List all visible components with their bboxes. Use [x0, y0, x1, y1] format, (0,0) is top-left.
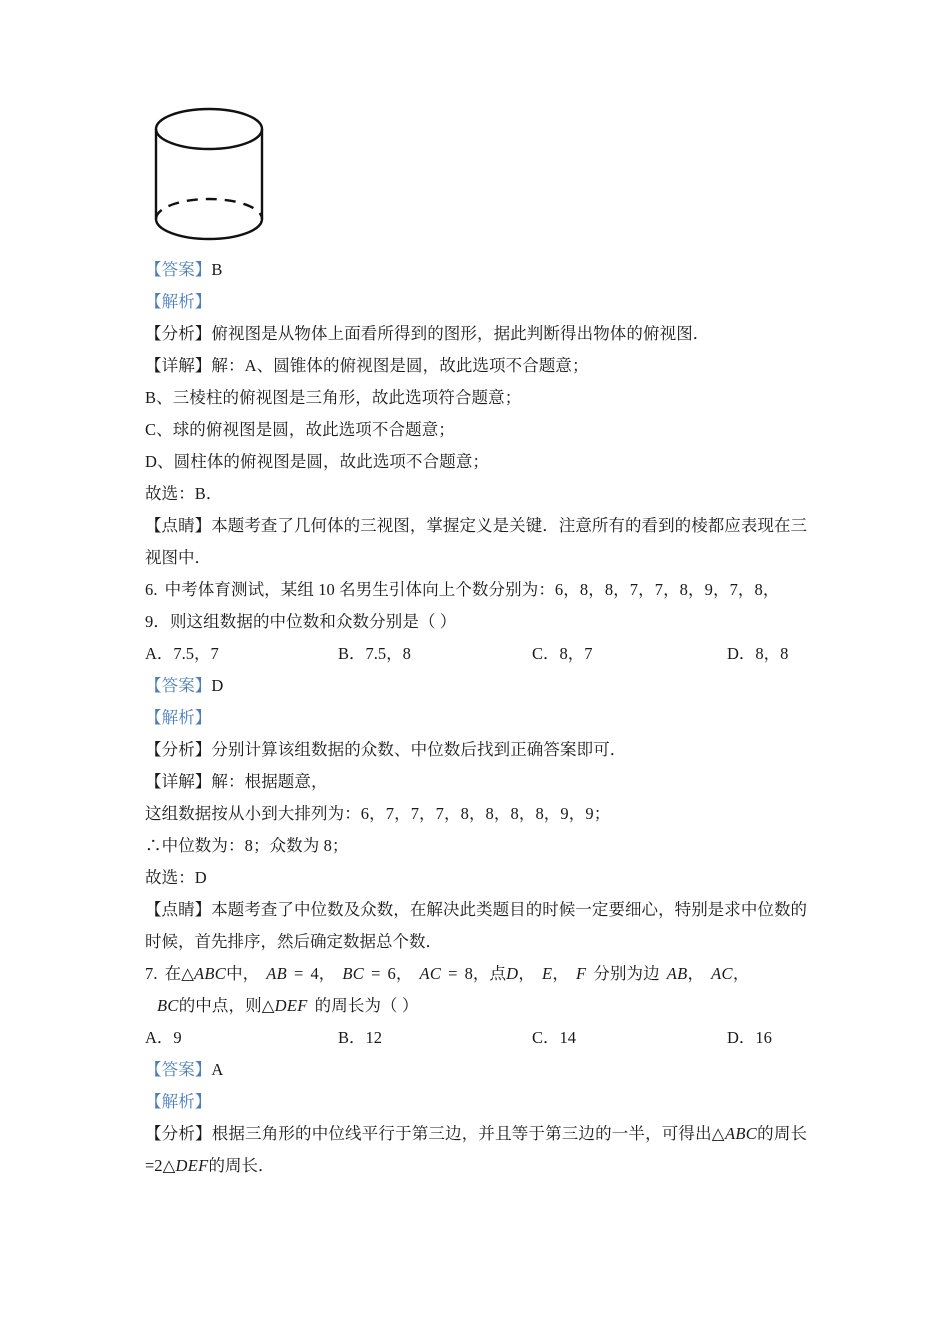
- q7-triangle-abc: ABC: [193, 964, 227, 983]
- q5-option-b-line: B、三棱柱的俯视图是三角形，故此选项符合题意；: [145, 388, 522, 407]
- q7-comma-2: ，: [552, 964, 569, 983]
- q7-options-row: [145, 1022, 807, 1054]
- q7-stem-bc: BC: [157, 996, 179, 1015]
- q6-option-a-value: 7.5，7: [173, 644, 219, 663]
- q7-option-c-label: C．: [532, 1028, 560, 1047]
- dianjing-tag: 【点睛】: [145, 516, 212, 535]
- q5-fenxi-line: [145, 318, 807, 350]
- q7-eq2-rel: =: [371, 964, 381, 983]
- q7-point-e: E: [541, 964, 553, 983]
- q6-option-d-label: D．: [727, 644, 756, 663]
- q6-fenxi-line: [145, 734, 807, 766]
- q7-option-c[interactable]: [532, 1022, 576, 1054]
- xiangjie-tag: 【详解】: [145, 356, 212, 375]
- q7-side-ab: AB: [666, 964, 688, 983]
- q7-point-f: F: [575, 964, 587, 983]
- q6-option-c-label: C．: [532, 644, 560, 663]
- fenxi-tag: 【分析】: [145, 1124, 212, 1143]
- analysis-tag: 【解析】: [145, 292, 212, 311]
- q6-stem-line2: 9．则这组数据的中位数和众数分别是（ ）: [145, 612, 457, 631]
- q7-fenxi-text3: 的周长．: [208, 1156, 275, 1175]
- q7-eq3-comma: ，: [472, 964, 490, 983]
- q7-analysis-line: [145, 1086, 807, 1118]
- q5-dianjing-text: 本题考查了几何体的三视图，掌握定义是关键．注意所有的看到的棱都应表现在三视图中．: [145, 516, 808, 567]
- q6-answer-line: [145, 670, 807, 702]
- dianjing-tag: 【点睛】: [145, 900, 212, 919]
- q6-sorted-line: 这组数据按从小到大排列为：6，7，7，7，8，8，8，8，9，9；: [145, 804, 611, 823]
- q7-stem-prefix: 在: [164, 964, 182, 983]
- q7-option-b-label: B．: [338, 1028, 366, 1047]
- q7-fenxi-def: △DEF: [162, 1156, 209, 1175]
- cylinder-diagram: [151, 102, 271, 252]
- q6-option-a[interactable]: [145, 638, 219, 670]
- page-content: [145, 86, 807, 1182]
- q6-option-a-label: A．: [145, 644, 174, 663]
- q7-eq2-val: 6: [387, 964, 396, 983]
- q7-triangle-symbol: △: [181, 964, 194, 983]
- q7-fenxi-text2: 的周长=2: [145, 1124, 808, 1175]
- q7-eq2-var: BC: [342, 964, 365, 983]
- q6-analysis-line: [145, 702, 807, 734]
- q5-xiangjie-line: [145, 350, 807, 382]
- q7-option-c-value: 14: [559, 1028, 577, 1047]
- q5-fenxi-text: 俯视图是从物体上面看所得到的图形，据此判断得出物体的俯视图．: [211, 324, 710, 343]
- q7-eq1-comma: ，: [318, 964, 336, 983]
- q7-point-word: 点: [489, 964, 507, 983]
- q7-point-d: D: [506, 964, 519, 983]
- q6-xiangjie-text: 解：根据题意，: [211, 772, 328, 791]
- xiangjie-tag: 【详解】: [145, 772, 212, 791]
- answer-tag: 【答案】: [145, 260, 212, 279]
- q6-option-c[interactable]: [532, 638, 593, 670]
- q6-result-line: ∴中位数为：8；众数为 8；: [145, 836, 349, 855]
- q7-number: 7.: [145, 964, 158, 983]
- q7-eq1-var: AB: [266, 964, 288, 983]
- q7-stem-line1: [145, 958, 807, 990]
- analysis-tag: 【解析】: [145, 1092, 212, 1111]
- q7-eq1-rel: =: [294, 964, 304, 983]
- cylinder-bottom-front-arc: [156, 219, 262, 239]
- q7-option-b[interactable]: [338, 1022, 382, 1054]
- q5-analysis-line: [145, 286, 807, 318]
- q7-fenbie: 分别为边: [593, 964, 660, 983]
- q6-number: 6.: [145, 580, 158, 599]
- fenxi-tag: 【分析】: [145, 324, 212, 343]
- q6-conclusion-line: 故选：D: [145, 868, 207, 887]
- q5-answer-line: [145, 254, 807, 286]
- q6-option-b[interactable]: [338, 638, 411, 670]
- q7-fenxi-paragraph: [145, 1118, 807, 1182]
- q7-answer-value: A: [211, 1060, 224, 1079]
- q7-option-d[interactable]: [727, 1022, 772, 1054]
- analysis-tag: 【解析】: [145, 708, 212, 727]
- q5-conclusion-line: 故选：B．: [145, 484, 223, 503]
- q7-stem-tail: 的周长为（ ）: [314, 996, 419, 1015]
- q7-stem-mid: 的中点，则: [178, 996, 262, 1015]
- q7-option-a-label: A．: [145, 1028, 174, 1047]
- q7-side-ac: AC: [711, 964, 733, 983]
- q7-eq1-val: 4: [310, 964, 319, 983]
- q7-option-d-value: 16: [755, 1028, 772, 1047]
- q6-option-d-value: 8，8: [755, 644, 789, 663]
- q7-eq3-var: AC: [419, 964, 442, 983]
- q6-stem-text1: 中考体育测试，某组 10 名男生引体向上个数分别为：6，8，8，7，7，8，9，7，8，: [164, 580, 780, 599]
- q5-option-d-line: D、圆柱体的俯视图是圆，故此选项不合题意；: [145, 452, 490, 471]
- q7-fenxi-abc: △ABC: [711, 1124, 758, 1143]
- q7-eq3-val: 8: [464, 964, 473, 983]
- q6-dianjing-paragraph: [145, 894, 807, 958]
- q7-stem-zhong: 中，: [226, 964, 260, 983]
- q6-stem-line1: [145, 574, 807, 606]
- q6-xiangjie-line: [145, 766, 807, 798]
- q7-comma-3: ，: [687, 964, 705, 983]
- q5-option-c-line: C、球的俯视图是圆，故此选项不合题意；: [145, 420, 455, 439]
- q6-fenxi-text: 分别计算该组数据的众数、中位数后找到正确答案即可．: [211, 740, 627, 759]
- q6-options-row: [145, 638, 807, 670]
- q7-option-a[interactable]: [145, 1022, 182, 1054]
- q7-comma-4: ，: [732, 964, 750, 983]
- answer-tag: 【答案】: [145, 676, 212, 695]
- q5-answer-value: B: [211, 260, 223, 279]
- figure-block: [145, 86, 807, 254]
- q6-option-b-value: 7.5，8: [365, 644, 411, 663]
- answer-tag: 【答案】: [145, 1060, 212, 1079]
- q7-answer-line: [145, 1054, 807, 1086]
- cylinder-top-ellipse: [156, 109, 262, 149]
- q7-option-a-value: 9: [173, 1028, 182, 1047]
- q7-eq2-comma: ，: [395, 964, 413, 983]
- q7-option-d-label: D．: [727, 1028, 756, 1047]
- cylinder-bottom-back-arc-dashed: [156, 199, 262, 219]
- q7-fenxi-text1: 根据三角形的中位线平行于第三边，并且等于第三边的一半，可得出: [211, 1124, 712, 1143]
- q6-dianjing-text: 本题考查了中位数及众数，在解决此类题目的时候一定要细心，特别是求中位数的时候，首先排序，然后确定数据总个数．: [145, 900, 808, 951]
- q5-dianjing-paragraph: [145, 510, 807, 574]
- q6-answer-value: D: [211, 676, 224, 695]
- fenxi-tag: 【分析】: [145, 740, 212, 759]
- q7-comma-1: ，: [518, 964, 535, 983]
- q5-xiangjie-text: 解：A、圆锥体的俯视图是圆，故此选项不合题意；: [211, 356, 589, 375]
- q6-option-b-label: B．: [338, 644, 366, 663]
- q7-stem-def: △DEF: [261, 996, 308, 1015]
- q7-stem-line2: [145, 990, 807, 1022]
- q7-option-b-value: 12: [365, 1028, 383, 1047]
- q6-option-c-value: 8，7: [559, 644, 593, 663]
- q6-option-d[interactable]: [727, 638, 788, 670]
- q7-eq3-rel: =: [448, 964, 458, 983]
